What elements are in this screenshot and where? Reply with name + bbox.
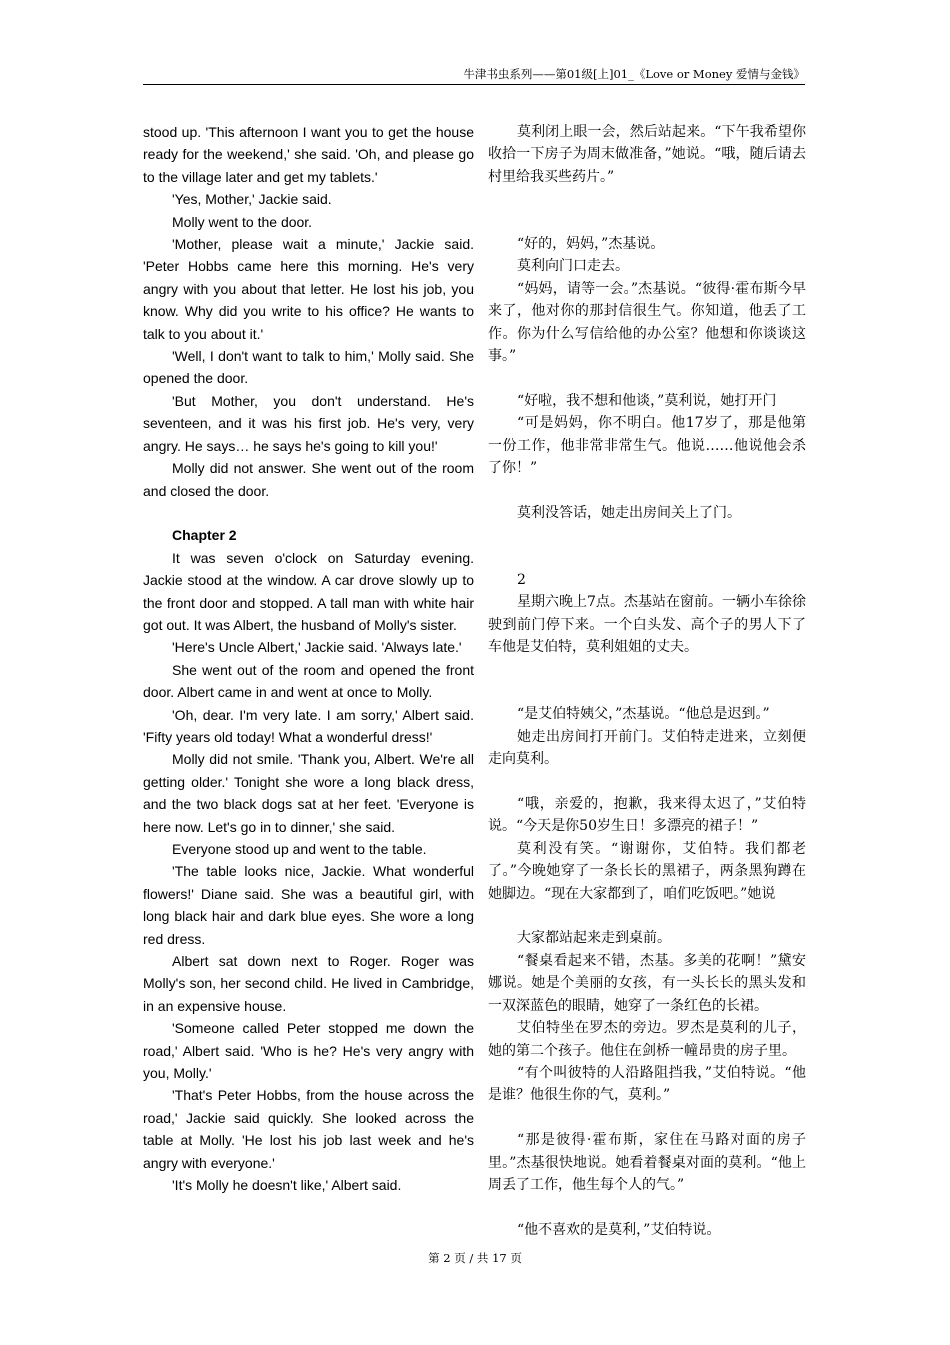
zh-paragraph-18: “他不喜欢的是莫利，”艾伯特说。 xyxy=(517,1221,721,1238)
en-paragraph-9: 'Here's Uncle Albert,' Jackie said. 'Always late.' xyxy=(172,639,462,656)
page-header xyxy=(143,66,805,85)
spacer xyxy=(488,771,806,793)
zh-paragraph-9: “是艾伯特姨父，”杰基说。“他总是迟到。” xyxy=(517,706,770,723)
spacer xyxy=(488,211,806,233)
zh-paragraph-14: “餐桌看起来不错，杰基。多美的花啊！”黛安娜说。她是个美丽的女孩，有一头长长的黑头发和一双深蓝色的眼睛，她穿了一条红色的长裙。 xyxy=(488,952,806,1014)
en-paragraph-10: She went out of the room and opened the front door. Albert came in and went at once to Molly. xyxy=(143,661,474,701)
spacer xyxy=(488,547,806,569)
spacer xyxy=(488,524,806,546)
en-paragraph-14: 'The table looks nice, Jackie. What wonderful flowers!' Diane said. She was a beautiful girl, with long black hair and dark blue eyes. She wore a long red dress. xyxy=(143,863,474,947)
spacer xyxy=(488,1196,806,1218)
en-paragraph-16: 'Someone called Peter stopped me down the road,' Albert said. 'Who is he? He's very angry with you, Molly.' xyxy=(143,1020,474,1082)
spacer xyxy=(488,188,806,210)
en-paragraph-15: Albert sat down next to Roger. Roger was Molly's son, her second child. He lived in Cambridge, in an expensive house. xyxy=(143,953,474,1014)
spacer xyxy=(488,659,806,681)
english-column xyxy=(143,121,474,1196)
zh-chapter-number: 2 xyxy=(517,572,526,589)
zh-paragraph-6: “可是妈妈，你不明白。他17岁了，那是他第一份工作，他非常非常生气。他说……他说他会杀了你！” xyxy=(488,415,806,477)
spacer xyxy=(488,905,806,927)
en-paragraph-11: 'Oh, dear. I'm very late. I am sorry,' Albert said. 'Fifty years old today! What a wonderful dress!' xyxy=(143,706,474,745)
en-paragraph-3: Molly went to the door. xyxy=(172,213,313,230)
page-number: 第 2 页 / 共 17 页 xyxy=(428,1251,522,1265)
spacer xyxy=(488,479,806,501)
en-paragraph-5: 'Well, I don't want to talk to him,' Molly said. She opened the door. xyxy=(143,348,474,387)
zh-paragraph-12: 莫利没有笑。“谢谢你，艾伯特。我们都老了。”今晚她穿了一条长长的黑裙子，两条黑狗蹲在她脚边。“现在大家都到了，咱们吃饭吧。”她说 xyxy=(488,840,806,902)
zh-paragraph-13: 大家都站起来走到桌前。 xyxy=(517,930,671,947)
en-paragraph-6: 'But Mother, you don't understand. He's seventeen, and it was his first job. He's very, very angry. He says… he says he's going to kill you!' xyxy=(143,392,474,454)
chinese-column xyxy=(488,121,806,1241)
page-footer xyxy=(0,1250,950,1266)
zh-paragraph-17: “那是彼得·霍布斯，家住在马路对面的房子里。”杰基很快地说。她看着餐桌对面的莫利。“他上周丢了工作，他生每个人的气。” xyxy=(488,1132,806,1193)
zh-paragraph-7: 莫利没答话，她走出房间关上了门。 xyxy=(517,504,741,521)
en-paragraph-7: Molly did not answer. She went out of the room and closed the door. xyxy=(143,460,474,499)
en-paragraph-1: stood up. 'This afternoon I want you to get the house ready for the weekend,' she said. 'Oh, and please go to the village later and get my tablets.' xyxy=(143,124,474,185)
zh-paragraph-11: “哦，亲爱的，抱歉，我来得太迟了，”艾伯特说。“今天是你50岁生日！多漂亮的裙子！” xyxy=(488,796,806,835)
header-title: 牛津书虫系列——第01级[上]01_《Love or Money 爱情与金钱》 xyxy=(463,67,805,81)
en-paragraph-17: 'That's Peter Hobbs, from the house across the road,' Jackie said quickly. She looked across the table at Molly. 'He lost his job last week and he's angry with everyone.' xyxy=(143,1087,474,1171)
zh-paragraph-8: 星期六晚上7点。杰基站在窗前。一辆小车徐徐驶到前门停下来。一个白头发、高个子的男人下了车他是艾伯特，莫利姐姐的丈夫。 xyxy=(488,594,806,656)
en-paragraph-12: Molly did not smile. 'Thank you, Albert. We're all getting older.' Tonight she wore a long black dress, and the two black dogs sat at her feet. 'Everyone is here now. Let's go in to dinner,' she said. xyxy=(143,751,474,835)
spacer xyxy=(488,681,806,703)
zh-paragraph-3: 莫利向门口走去。 xyxy=(517,258,629,275)
zh-paragraph-15: 艾伯特坐在罗杰的旁边。罗杰是莫利的儿子，她的第二个孩子。他住在剑桥一幢昂贵的房子里。 xyxy=(488,1020,806,1059)
en-paragraph-8: It was seven o'clock on Saturday evening. Jackie stood at the window. A car drove slowly up to the front door and stopped. A tall man with white hair got out. It was Albert, the husband of Molly's sister. xyxy=(143,549,474,633)
spacer xyxy=(488,367,806,389)
zh-paragraph-1: 莫利闭上眼一会，然后站起来。“下午我希望你收拾一下房子为周末做准备，”她说。“哦，随后请去村里给我买些药片。” xyxy=(488,124,806,185)
en-paragraph-4: 'Mother, please wait a minute,' Jackie said. 'Peter Hobbs came here this morning. He's very angry with you about that letter. He lost his job, you know. Why did you write to his office? He wants to talk to you about it.' xyxy=(143,236,474,342)
en-chapter-heading: Chapter 2 xyxy=(172,527,237,544)
spacer xyxy=(143,502,474,524)
zh-paragraph-16: “有个叫彼特的人沿路阻挡我，”艾伯特说。“他是谁？他很生你的气，莫利。” xyxy=(488,1064,806,1104)
en-paragraph-2: 'Yes, Mother,' Jackie said. xyxy=(172,191,332,208)
en-paragraph-13: Everyone stood up and went to the table. xyxy=(172,840,427,857)
zh-paragraph-4: “妈妈，请等一会。”杰基说。“彼得·霍布斯今早来了，他对你的那封信很生气。你知道，他丢了工作。你为什么写信给他的办公室？他想和你谈谈这事。” xyxy=(488,280,806,365)
zh-paragraph-5: “好啦，我不想和他谈，”莫利说，她打开门 xyxy=(517,392,777,409)
zh-paragraph-10: 她走出房间打开前门。艾伯特走进来，立刻便走向莫利。 xyxy=(488,728,806,768)
spacer xyxy=(488,1107,806,1129)
en-paragraph-18: 'It's Molly he doesn't like,' Albert said. xyxy=(172,1177,402,1194)
zh-paragraph-2: “好的，妈妈，”杰基说。 xyxy=(517,236,665,252)
